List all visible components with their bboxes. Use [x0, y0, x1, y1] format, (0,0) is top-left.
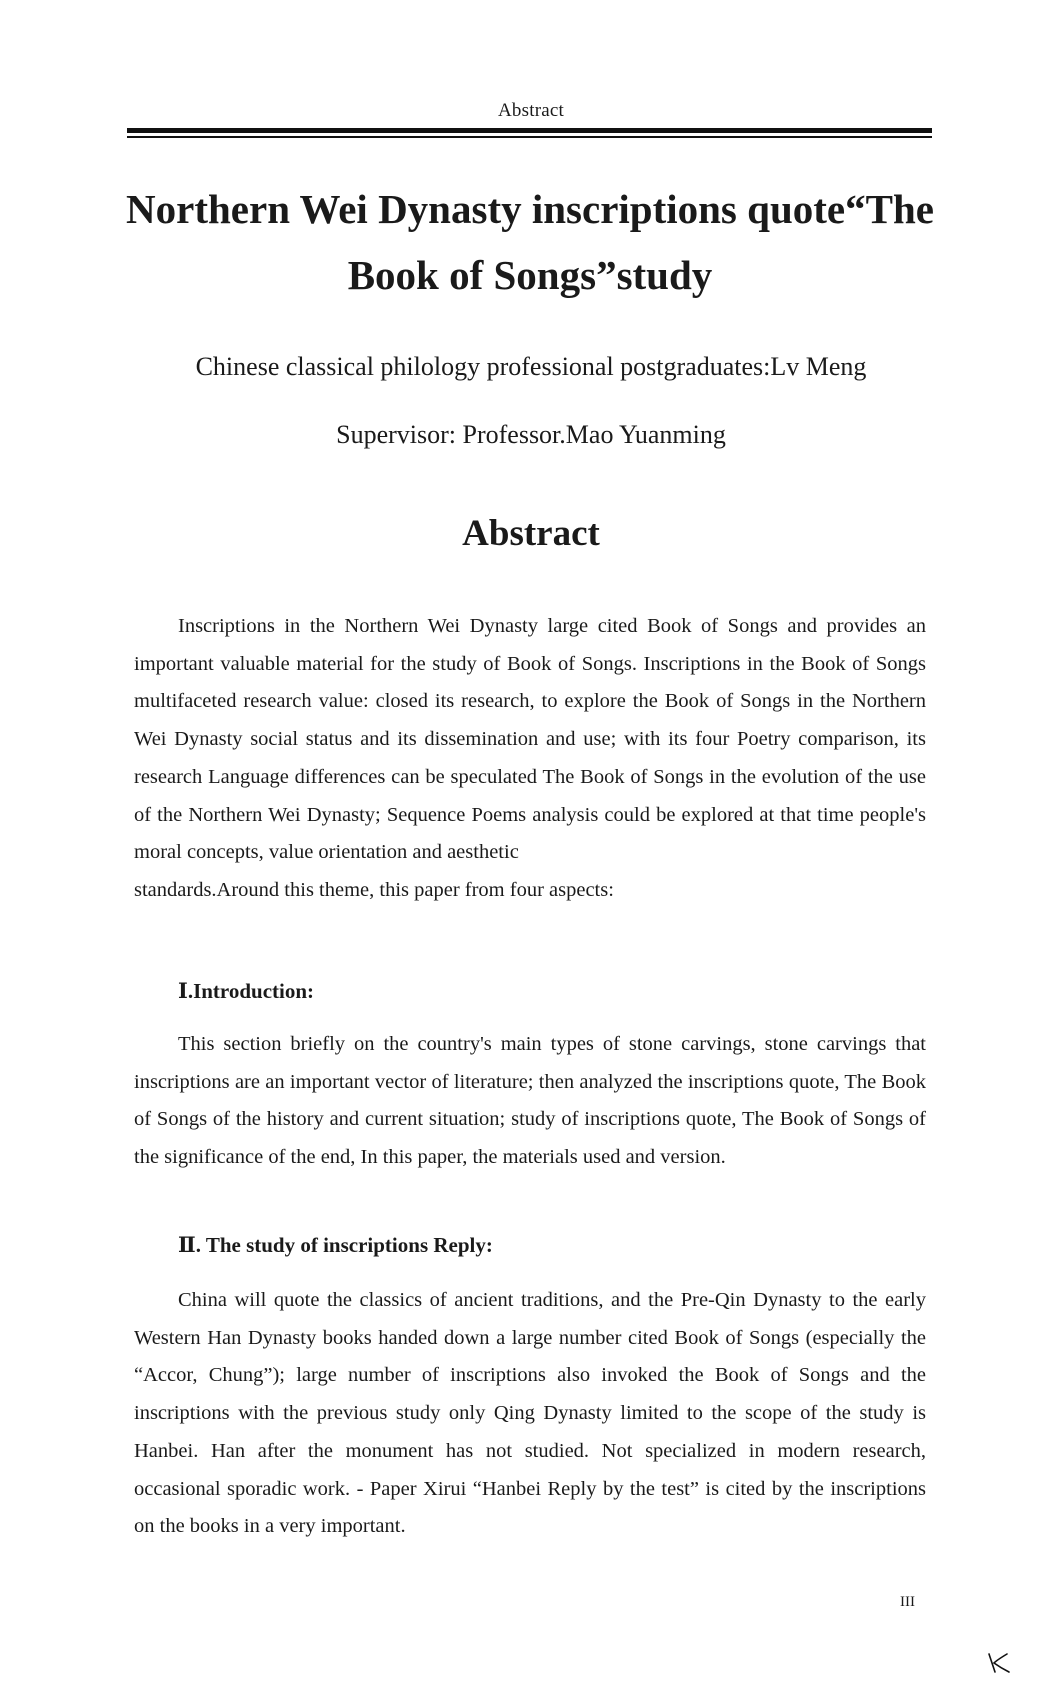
- title-line-1: Northern Wei Dynasty inscriptions quote“The: [126, 186, 934, 232]
- document-title: [100, 176, 960, 308]
- author-line: Chinese classical philology professional postgraduates:Lv Meng: [195, 352, 867, 381]
- running-head: Abstract: [498, 100, 564, 121]
- abstract-heading: Abstract: [462, 513, 600, 554]
- section-introduction-text: This section briefly on the country's main types of stone carvings, stone carvings that inscriptions are an important vector of literature; then analyzed the inscriptions quote, The Book of Songs of the history and current situation; study of inscriptions quote, The Book of Songs of the significance of the end, In this paper, the materials used and version.: [134, 1033, 926, 1169]
- header-rule-thin: [127, 136, 932, 138]
- title-line-2: Book of Songs”study: [347, 252, 713, 298]
- section-study-text: China will quote the classics of ancient traditions, and the Pre-Qin Dynasty to the early Western Han Dynasty books handed down a large number cited Book of Songs (especially the “Accor, Chung”); large number of inscriptions also invoked the Book of Songs and the inscriptions with the previous study only Qing Dynasty limited to the scope of the study is Hanbei. Han after the monument has not studied. Not specialized in modern research, occasional sporadic work. - Paper Xirui “Hanbei Reply by the test” is cited by the inscriptions on the books in a very important.: [134, 1289, 926, 1538]
- intro-paragraph: Inscriptions in the Northern Wei Dynasty large cited Book of Songs and provides an important valuable material for the study of Book of Songs. Inscriptions in the Book of Songs multifaceted research value: closed its research, to explore the Book of Songs in the Northern Wei Dynasty social status and its dissemination and use; with its four Poetry comparison, its research Language differences can be speculated The Book of Songs in the evolution of the use of the Northern Wei Dynasty; Sequence Poems analysis could be explored at that time people's moral concepts, value orientation and aesthetic: [134, 615, 926, 864]
- page-number: III: [900, 1594, 915, 1610]
- handwritten-mark: [985, 1650, 1011, 1676]
- intro-paragraph-block: [134, 608, 926, 910]
- section-introduction-block: [134, 1026, 926, 1177]
- header-rule-thick: [127, 128, 932, 133]
- intro-paragraph-tail: standards.Around this theme, this paper from four aspects:: [134, 878, 614, 901]
- section-heading-study: Ⅱ. The study of inscriptions Reply:: [178, 1233, 493, 1257]
- supervisor-line: Supervisor: Professor.Mao Yuanming: [336, 420, 726, 449]
- section-study-block: [134, 1282, 926, 1546]
- section-heading-introduction: Ⅰ.Introduction:: [178, 979, 315, 1003]
